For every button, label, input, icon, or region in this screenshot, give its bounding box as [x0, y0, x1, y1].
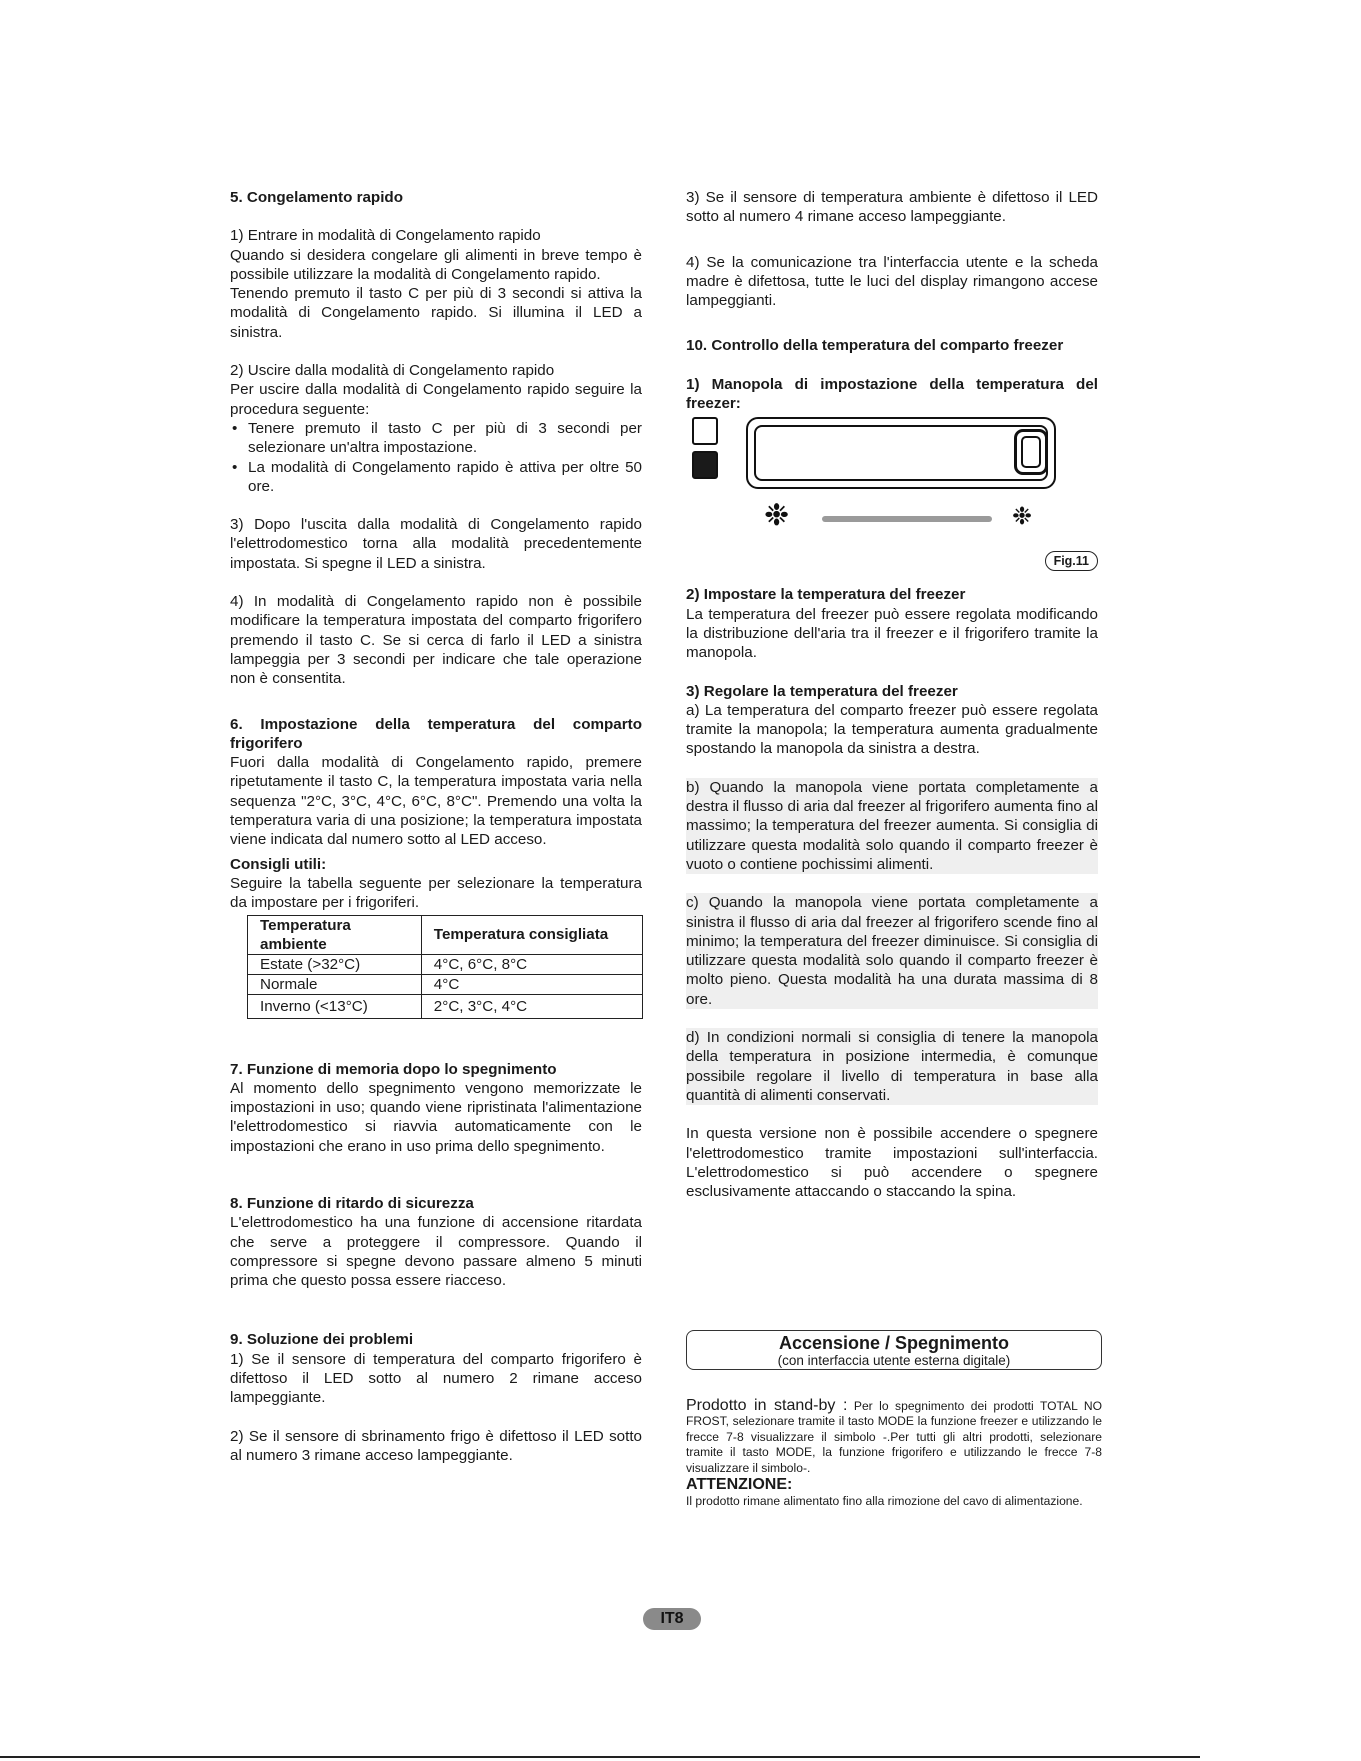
section-5-bullet-list — [230, 419, 642, 496]
indicator-square-filled-icon — [692, 451, 718, 479]
on-off-title: Accensione / Spegnimento — [778, 1333, 1010, 1353]
section-9-sub4-text: 4) Se la comunicazione tra l'interfaccia utente e la scheda madre è difettosa, tutte le luci del display rimangono accese lampeggianti. — [686, 253, 1098, 310]
temperature-scale-bar — [822, 516, 992, 522]
table-header-row — [248, 915, 643, 954]
section-10-text-a: a) La temperatura del comparto freezer può essere regolata tramite la manopola; la temperatura aumenta gradualmente spostando la manopola da sinistra a destra. — [686, 701, 1098, 758]
section-10-sub1-heading: 1) Manopola di impostazione della temperatura del freezer: — [686, 375, 1098, 413]
section-10-sub2-text: La temperatura del freezer può essere regolata modificando la distribuzione dell'aria tra il freezer e il frigorifero tramite la manopola. — [686, 605, 1098, 662]
section-9-sub2-text: 2) Se il sensore di sbrinamento frigo è difettoso il LED sotto al numero 3 rimane acceso lampeggiante. — [230, 1427, 642, 1464]
section-7-title: 7. Funzione di memoria dopo lo spegnimento — [230, 1060, 557, 1078]
warning-text: Il prodotto rimane alimentato fino alla rimozione del cavo di alimentazione. — [686, 1494, 1083, 1509]
right-column — [686, 188, 1098, 1201]
knob-handle-icon — [1014, 429, 1048, 475]
on-off-subtitle: (con interfaccia utente esterna digitale) — [777, 1353, 1011, 1368]
section-5-sub3-text: 3) Dopo l'uscita dalla modalità di Congelamento rapido l'elettrodomestico torna alla modalità precedentemente impostata. Si spegne il LED a sinistra. — [230, 516, 642, 572]
section-10-text-c: c) Quando la manopola viene portata completamente a sinistra il flusso di aria dal freezer al frigorifero scende fino al minimo; la temperatura del freezer diminuisce. Si consiglia di utilizzare questa modalità solo quando il comparto freezer è molto pieno. Questa modalità ha una durata massima di 8 ore. — [686, 894, 1098, 1008]
table-header-cell: Temperatura ambiente — [248, 915, 422, 954]
section-5-sub1-text-b: Tenendo premuto il tasto C per più di 3 secondi si attiva la modalità di Congelamento rapido. Si illumina il LED a sinistra. — [230, 285, 642, 341]
section-5-sub2-heading: 2) Uscire dalla modalità di Congelamento rapido — [230, 362, 555, 380]
section-10-text-b: b) Quando la manopola viene portata completamente a destra il flusso di aria dal freezer al frigorifero aumenta fino al massimo; la temperatura del freezer aumenta. Si consiglia di utilizzare questa modalità solo quando il comparto freezer è vuoto o contiene pochissimi alimenti. — [686, 778, 1098, 873]
tips-title: Consigli utili: — [230, 855, 327, 873]
knob-slot — [754, 425, 1048, 481]
on-off-title-box — [686, 1330, 1102, 1370]
page-number-badge: IT8 — [643, 1608, 701, 1630]
figure-label: Fig.11 — [1045, 551, 1098, 571]
bullet-item: • La modalità di Congelamento rapido è attiva per oltre 50 ore. — [248, 458, 642, 497]
section-5-title: 5. Congelamento rapido — [230, 189, 403, 206]
section-5-sub1-text-a: Quando si desidera congelare gli alimenti in breve tempo è possibile utilizzare la modalità di Congelamento rapido. — [230, 246, 642, 283]
warning-title: ATTENZIONE: — [686, 1476, 793, 1494]
tips-text: Seguire la tabella seguente per selezionare la temperatura da impostare per i frigoriferi. — [230, 874, 642, 912]
section-8-text: L'elettrodomestico ha una funzione di accensione ritardata che serve a proteggere il compressore. Quando il compressore si spegne devono passare almeno 5 minuti prima che questo possa essere riacceso. — [230, 1214, 642, 1290]
section-10-title: 10. Controllo della temperatura del comparto freezer — [686, 337, 1064, 355]
section-5-sub2-text: Per uscire dalla modalità di Congelamento rapido seguire la procedura seguente: — [230, 381, 642, 418]
table-header-cell: Temperatura consigliata — [421, 915, 642, 954]
table-cell: 4°C — [421, 974, 642, 994]
section-5-sub1-heading: 1) Entrare in modalità di Congelamento rapido — [230, 227, 541, 245]
table-row — [248, 994, 643, 1018]
section-7-text: Al momento dello spegnimento vengono memorizzate le impostazioni in uso; quando viene ripristinata l'alimentazione l'elettrodomestico si riavvia automaticamente con le impostazioni che erano in uso prima dello spegnimento. — [230, 1079, 642, 1155]
standby-text: Per lo spegnimento dei prodotti TOTAL NO FROST, selezionare tramite il tasto MODE la funzione freezer e utilizzando le frecce 7-8 visualizzare il simbolo -.Per tutti gli altri prodotti, selezionare tramite il tasto MODE, la funzione frigorifero e utilizzando le frecce 7-8 visualizzare il simbolo-. — [686, 1399, 1102, 1475]
table-cell: Normale — [248, 974, 422, 994]
bottom-rule — [0, 1756, 1200, 1758]
table-row — [248, 974, 643, 994]
section-9-sub3-text: 3) Se il sensore di temperatura ambiente è difettoso il LED sotto al numero 4 rimane acceso lampeggiante. — [686, 189, 1098, 226]
table-cell: Inverno (<13°C) — [248, 994, 422, 1018]
section-8-title: 8. Funzione di ritardo di sicurezza — [230, 1194, 474, 1212]
temperature-table — [247, 915, 643, 1019]
standby-lead: Prodotto in stand-by : — [686, 1397, 848, 1414]
table-cell: Estate (>32°C) — [248, 954, 422, 974]
section-10-text-e: In questa versione non è possibile accendere o spegnere l'elettrodomestico tramite impostazioni sull'interfaccia. L'elettrodomestico si può accendere o spegnere esclusivamente attaccando o staccando la spina. — [686, 1125, 1098, 1201]
left-column — [230, 188, 642, 1465]
table-row — [248, 954, 643, 974]
indicator-square-empty-icon — [692, 417, 718, 445]
section-9-title: 9. Soluzione dei problemi — [230, 1331, 414, 1349]
table-cell: 2°C, 3°C, 4°C — [421, 994, 642, 1018]
section-9-sub1-text: 1) Se il sensore di temperatura del comparto frigorifero è difettoso il LED sotto al numero 2 rimane acceso lampeggiante. — [230, 1350, 642, 1407]
section-10-text-d: d) In condizioni normali si consiglia di tenere la manopola della temperatura in posizione intermedia, è comunque possibile regolare il livello di temperatura in base alla quantità di alimenti conservati. — [686, 1029, 1098, 1104]
table-cell: 4°C, 6°C, 8°C — [421, 954, 642, 974]
section-6-text: Fuori dalla modalità di Congelamento rapido, premere ripetutamente il tasto C, la temperatura impostata varia nella sequenza "2°C, 3°C, 4°C, 6°C, 8°C". Premendo una volta la temperatura varia di una posizione; la temperatura impostata viene indicata dal numero sotto al LED acceso. — [230, 754, 642, 849]
snowflake-small-icon: ❉ — [1012, 503, 1033, 531]
bullet-item: • Tenere premuto il tasto C per più di 3 secondi per selezionare un'altra impostazione. — [248, 419, 642, 458]
snowflake-large-icon: ❉ — [764, 499, 790, 533]
section-10-sub2-heading: 2) Impostare la temperatura del freezer — [686, 586, 966, 604]
freezer-knob-figure — [686, 415, 1098, 581]
standby-section — [686, 1398, 1102, 1509]
section-10-sub3-heading: 3) Regolare la temperatura del freezer — [686, 682, 958, 700]
section-5-sub4-text: 4) In modalità di Congelamento rapido non è possibile modificare la temperatura impostata del comparto frigorifero premendo il tasto C. Se si cerca di farlo il LED a sinistra lampeggia per 3 secondi per indicare che tale operazione non è consentita. — [230, 593, 642, 688]
knob-panel — [746, 417, 1056, 489]
section-6-title: 6. Impostazione della temperatura del comparto frigorifero — [230, 715, 642, 752]
